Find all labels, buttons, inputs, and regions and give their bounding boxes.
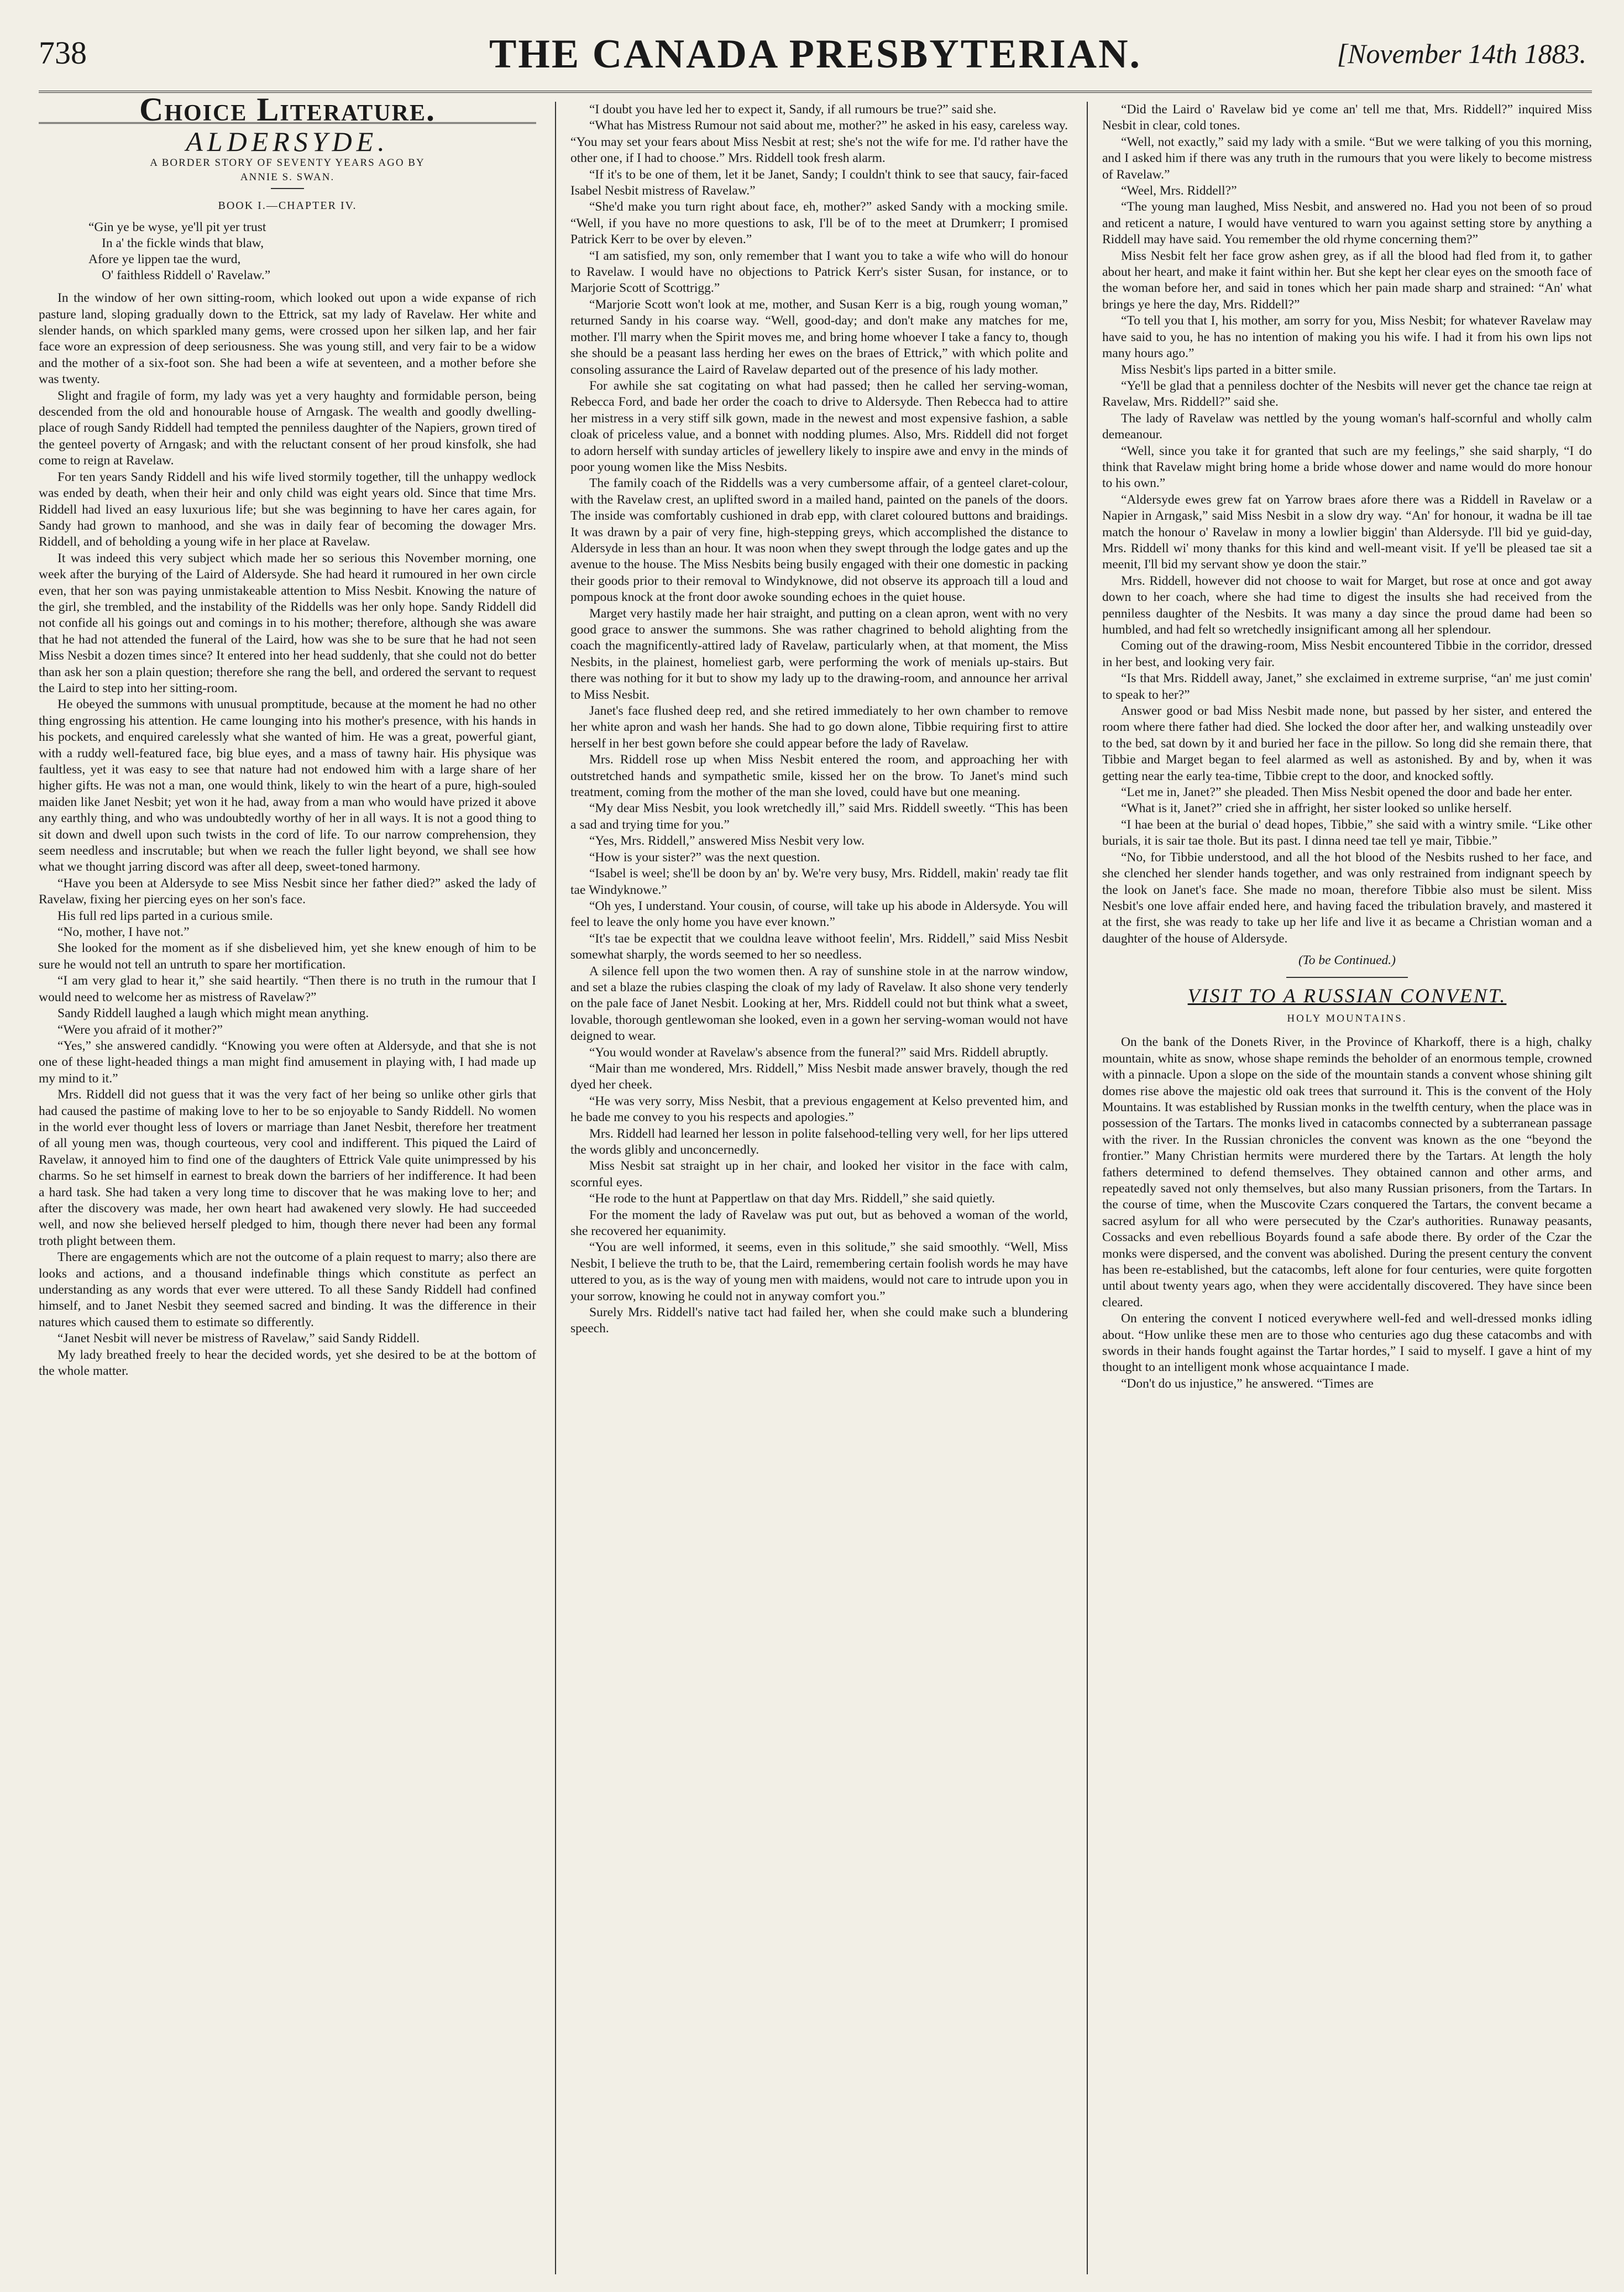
paragraph: “You are well informed, it seems, even in this solitude,” she said smoothly. “Well, Miss Nesbit, I believe the truth to be, that the Laird, remembering certain foolish words he may have uttered to you, as is the way of young men with maidens, would not care to intrude upon you in your sorrow, knowing he could not in anyway comfort you.”: [570, 1240, 1068, 1304]
paragraph: In the window of her own sitting-room, which looked out upon a wide expanse of rich pasture land, sloping gradually down to the Ettrick, sat my lady of Ravelaw. Her white and slender hands, on which sparkled many gems, were crossed upon her silken lap, and her fair face wore an expression of deep seriousness. She was young still, and very fair to be a widow and the mother of a six-foot son. She had been a wife at seventeen, and a mother before she was twenty.: [39, 291, 536, 387]
poem-line: In a' the fickle winds that blaw,: [102, 236, 264, 251]
paragraph: Coming out of the drawing-room, Miss Nesbit encountered Tibbie in the corridor, dressed in her best, and looking very fair.: [1102, 639, 1592, 669]
column-1-body: [39, 290, 536, 1379]
paragraph: “Don't do us injustice,” he answered. “Times are: [1121, 1376, 1374, 1391]
paragraph: “Yes, Mrs. Riddell,” answered Miss Nesbit very low.: [589, 834, 865, 849]
paragraph: “Have you been at Aldersyde to see Miss Nesbit since her father died?” asked the lady of Ravelaw, fixing her piercing eyes on her son's face.: [39, 876, 536, 907]
paragraph: The family coach of the Riddells was a very cumbersome affair, of a genteel claret-colour, with the Ravelaw crest, an uplifted sword in a mailed hand, painted on the panels of the doors. The inside was comfortably cushioned in drab epp, with claret coloured buttons and braidings. It was drawn by a pair of very fine, high-stepping greys, which accomplished the distance to Aldersyde in less than an hour. It was noon when they swept through the lodge gates and up the avenue to the house. The Miss Nesbits being busily engaged with their one domestic in packing their goods prior to their removal to Windyknowe, did not observe its approach till a loud and pompous knock at the front door awoke sounding echoes in the quiet house.: [570, 476, 1068, 605]
page-number: 738: [39, 35, 87, 71]
story-author: ANNIE S. SWAN.: [240, 171, 335, 183]
poem-line: “Gin ye be wyse, ye'll pit yer trust: [88, 220, 266, 235]
divider: [1286, 977, 1408, 978]
paragraph: Surely Mrs. Riddell's native tact had failed her, when she could make such a blundering speech.: [570, 1305, 1068, 1336]
story-subtitle: A BORDER STORY OF SEVENTY YEARS AGO BY: [150, 156, 425, 169]
paragraph: Sandy Riddell laughed a laugh which might mean anything.: [57, 1006, 369, 1021]
paragraph: “He rode to the hunt at Pappertlaw on that day Mrs. Riddell,” she said quietly.: [589, 1191, 995, 1206]
paragraph: “If it's to be one of them, let it be Janet, Sandy; I couldn't think to see that saucy, fair-faced Isabel Nesbit mistress of Ravelaw.”: [570, 167, 1068, 198]
story-title: ALDERSYDE.: [186, 126, 389, 158]
column-3-body: [1102, 102, 1592, 947]
divider: [271, 188, 304, 189]
paragraph: “To tell you that I, his mother, am sorry for you, Miss Nesbit; for whatever Ravelaw may have said to you, he has no intention of making you his wife. I had it from his own lips not many hours ago.”: [1102, 313, 1592, 361]
paragraph: “Ye'll be glad that a penniless dochter of the Nesbits will never get the chance tae reign at Ravelaw, Mrs. Riddell?” said she.: [1102, 378, 1592, 410]
masthead: [39, 31, 1592, 92]
paragraph: “Aldersyde ewes grew fat on Yarrow braes afore there was a Riddell in Ravelaw or a Napier in Arngask,” said Miss Nesbit in a slow dry way. “An' for honour, it wadna be ill tae match the honour o' Ravelaw in mony a lowlier biggin' than Aldersyde. I'll bid ye guid-day, Mrs. Riddell wi' mony thanks for this kind and well-meant visit. If ye'll be pleased tae sit a meenit, I'll bid my servant show ye doon the stair.”: [1102, 492, 1592, 572]
column-divider: [1087, 102, 1088, 2274]
paragraph: “What is it, Janet?” cried she in affright, her sister looked so unlike herself.: [1121, 801, 1512, 816]
issue-date: [November 14th 1883.: [1337, 38, 1586, 69]
publication-title: THE CANADA PRESBYTERIAN.: [489, 32, 1142, 77]
paragraph: “I am satisfied, my son, only remember that I want you to take a wife who will do honour to Ravelaw. I would have no objections to Patrick Kerr's sister Susan, for instance, or to Marjorie Scott of Scottrigg.”: [570, 248, 1068, 296]
paragraph: “What has Mistress Rumour not said about me, mother?” he asked in his easy, careless way. “You may set your fears about Miss Nesbit at rest; she's not the wife for me. I'd rather have the other one, if I had to choose.” Mrs. Riddell took fresh alarm.: [570, 118, 1068, 166]
paragraph: “The young man laughed, Miss Nesbit, and answered no. Had you not been of so proud and reticent a nature, I would have ventured to warn you against setting store by anything a Riddell may have said. You remember the old rhyme concerning them?”: [1102, 200, 1592, 247]
paragraph: Janet's face flushed deep red, and she retired immediately to her own chamber to remove her white apron and wash her hands. She had to go down alone, Tibbie requiring first to attire herself in her best gown before she could appear before the lady of Ravelaw.: [570, 704, 1068, 751]
section-title: Choice Literature.: [39, 102, 536, 124]
paragraph: Slight and fragile of form, my lady was yet a very haughty and formidable person, being descended from the old and honourable house of Arngask. The wealth and goodly dwelling-place of rough Sandy Riddell had tempted the penniless daughter of the Napiers, grown tired of the genteel poverty of Arngask; and with the reluctant consent of her proud kinsfolk, she had come to reign at Ravelaw.: [39, 388, 536, 468]
paragraph: “No, for Tibbie understood, and all the hot blood of the Nesbits rushed to her face, and she clenched her slender hands together, and was only restrained from indignant speech by the look on Janet's face. She made no moan, therefore Tibbie also must be silent. Miss Nesbit's one love affair ended here, and having faced the tribulation bravely, and mastered it at the first, she was ready to take up her life and live it as became a Christian woman and a daughter of the house of Aldersyde.: [1102, 850, 1592, 946]
column-divider: [555, 102, 556, 2274]
paragraph: “No, mother, I have not.”: [57, 925, 190, 940]
epigraph-poem: [88, 219, 536, 284]
paragraph: “Is that Mrs. Riddell away, Janet,” she exclaimed in extreme surprise, “an' me just comin' to speak to her?”: [1102, 671, 1592, 702]
column-2: [570, 102, 1068, 1337]
continued-note: (To be Continued.): [1298, 953, 1396, 968]
paragraph: My lady breathed freely to hear the decided words, yet she desired to be at the bottom of the whole matter.: [39, 1347, 536, 1379]
paragraph: “Were you afraid of it mother?”: [57, 1022, 223, 1037]
paragraph: “I am very glad to hear it,” she said heartily. “Then there is no truth in the rumour that I would need to welcome her as mistress of Ravelaw?”: [39, 974, 536, 1004]
paragraph: “Isabel is weel; she'll be doon by an' by. We're very busy, Mrs. Riddell, makin' ready tae flit tae Windyknowe.”: [570, 866, 1068, 897]
paragraph: On entering the convent I noticed everywhere well-fed and well-dressed monks idling about. “How unlike these men are to those who centuries ago dug these catacombs and with swords in their hands fought against the Tartar hordes,” I said to myself. I gave a hint of my thought to an intelligent monk whose acquaintance I made.: [1102, 1311, 1592, 1375]
newspaper-page: [39, 31, 1592, 2275]
paragraph: “You would wonder at Ravelaw's absence from the funeral?” said Mrs. Riddell abruptly.: [589, 1045, 1049, 1060]
paragraph: “Yes,” she answered candidly. “Knowing you were often at Aldersyde, and that she is not one of these light-headed things a man might find amusement in playing with, I had made up my mind to it.”: [39, 1038, 536, 1086]
paragraph: He obeyed the summons with unusual promptitude, because at the moment he had no other thing engrossing his attention. He came lounging into his mother's presence, with his hands in his pockets, and enquired carelessly what she wanted of him. He was a great, powerful giant, with a ruddy well-featured face, big blue eyes, and a mass of tawny hair. His physique was faultless, yet it was easy to see that nature had not endowed him with a large share of her higher gifts. He was not a man, one would think, likely to win the heart of a pure, high-souled maiden like Janet Nesbit; yet won it he had, away from a man who would have prized it above any earthly thing, and who was undoubtedly worthy of her in all ways. It is not a good thing to sit down and dwell upon such twists in the cord of life. To our narrow comprehension, they seem needless and inscrutable; but when we reach the fuller light beyond, we shall see how what we thought jarring discord was after all deep, sweet-toned harmony.: [39, 697, 536, 875]
paragraph: “She'd make you turn right about face, eh, mother?” asked Sandy with a mocking smile. “Well, if you have no more questions to ask, I'll be of to the meet at Drumkerr; I promised Patrick Kerr to be over by eleven.”: [570, 200, 1068, 247]
paragraph: A silence fell upon the two women then. A ray of sunshine stole in at the narrow window, and set a blaze the rubies clasping the cloak of my lady of Ravelaw. It also shone very tenderly on the pale face of Janet Nesbit. Looking at her, Mrs. Riddell could not but think what a sweet, lovable, thorough gentlewoman she looked, even in a gown her serving-woman would not have deigned to wear.: [570, 964, 1068, 1044]
paragraph: “He was very sorry, Miss Nesbit, that a previous engagement at Kelso prevented him, and he bade me convey to you his respects and apologies.”: [570, 1093, 1068, 1125]
paragraph: Miss Nesbit's lips parted in a bitter smile.: [1121, 362, 1337, 377]
paragraph: There are engagements which are not the outcome of a plain request to marry; also there are looks and actions, and a thousand indefinable things which constitute as perfect an understanding as any words that ever were uttered. To all these Sandy Riddell had confined himself, and to Janet Nesbit they seemed sacred and binding. It was the difference in their natures which caused them to estimate so differently.: [39, 1250, 536, 1330]
paragraph: It was indeed this very subject which made her so serious this November morning, one week after the burying of the Laird of Aldersyde. She had heard it rumoured in her own circle even, that her son was paying unmistakeable attention to Miss Nesbit. Knowing the nature of the girl, she trembled, and the instability of the Riddells was her only hope. Sandy Riddell did not confide all his goings out and comings in to his mother; therefore, although she was aware that he had not attended the funeral of the Laird, how was she to be sure that he had not seen Miss Nesbit a dozen times since? It entered into her head suddenly, that she could not do better than ask her son a plain question; therefore she rang the bell, and ordered the servant to request the Laird to step into her sitting-room.: [39, 551, 536, 695]
article-subtitle: HOLY MOUNTAINS.: [1287, 1012, 1407, 1024]
column-1: [39, 91, 536, 1379]
paragraph: “Well, since you take it for granted that such are my feelings,” she said sharply, “I do think that Ravelaw might bring home a bride whose dower and name would do more honour to his own.”: [1102, 443, 1592, 491]
paragraph: “My dear Miss Nesbit, you look wretchedly ill,” said Mrs. Riddell sweetly. “This has been a sad and trying time for you.”: [570, 801, 1068, 832]
paragraph: For awhile she sat cogitating on what had passed; then he called her serving-woman, Rebecca Ford, and bade her order the coach to drive to Aldersyde. Then Rebecca had to attire her mistress in a very stiff silk gown, made in the newest and most expensive fashion, a sable cloak of priceless value, and a bonnet with nodding plumes. Also, Mrs. Riddell did not forget to adorn herself with sunday articles of jewellery likely to inspire awe and envy in the minds of poor young women like the Miss Nesbits.: [570, 378, 1068, 474]
paragraph: Answer good or bad Miss Nesbit made none, but passed by her sister, and entered the room where there father had died. She locked the door after her, and walking unsteadily over to the bed, sat down by it and buried her face in the pillow. So long did she remain there, that Tibbie and Marget began to feel alarmed as well as astonished. By and by, when it was getting near the early tea-time, Tibbie crept to the door, and knocked softly.: [1102, 704, 1592, 783]
paragraph: Mrs. Riddell, however did not choose to wait for Marget, but rose at once and got away down to her coach, where she had time to digest the insults she had received from the penniless daughter of the Nesbits. It was many a day since the proud dame had been so humbled, and had felt so wretchedly insignificant among all her splendour.: [1102, 573, 1592, 637]
article-title: VISIT TO A RUSSIAN CONVENT.: [1187, 984, 1507, 1007]
poem-line: Afore ye lippen tae the wurd,: [88, 252, 241, 267]
paragraph: “I doubt you have led her to expect it, Sandy, if all rumours be true?” said she.: [589, 102, 997, 117]
poem-line: O' faithless Riddell o' Ravelaw.”: [102, 268, 271, 283]
paragraph: “Mair than me wondered, Mrs. Riddell,” Miss Nesbit made answer bravely, though the red dyed her cheek.: [570, 1061, 1068, 1092]
paragraph: “It's tae be expectit that we couldna leave withoot feelin', Mrs. Riddell,” said Miss Nesbit somewhat sharply, the words seemed to her so needless.: [570, 931, 1068, 962]
paragraph: “Weel, Mrs. Riddell?”: [1121, 184, 1237, 198]
article-body: [1102, 1034, 1592, 1392]
paragraph: “How is your sister?” was the next question.: [589, 850, 820, 865]
paragraph: “Well, not exactly,” said my lady with a smile. “But we were talking of you this morning, and I asked him if there was any truth in the rumours that you were likely to become mistress of Ravelaw.”: [1102, 134, 1592, 182]
paragraph: Mrs. Riddell did not guess that it was the very fact of her being so unlike other girls that had caused the pastime of making love to her to be so enjoyable to Sandy Riddell. No women in the world ever thought less of lovers or marriage than Janet Nesbit, therefore her treatment of all young men was, though courteous, very cool and indifferent. This piqued the Laird of Ravelaw, it annoyed him to find one of the daughters of Ettrick Vale quite unimpressed by his charms. So he set himself in earnest to break down the barriers of her indifference. It had been a hard task. She had taken a very long time to discover that he was making love to her; and after the discovery was made, her own heart had awakened very slowly. He had succeeded well, and now she believed herself pledged to him, though there never had been any formal troth plight between them.: [39, 1087, 536, 1248]
column-2-body: [570, 102, 1068, 1337]
paragraph: “I hae been at the burial o' dead hopes, Tibbie,” she said with a wintry smile. “Like other burials, it is sair tae thole. But its past. I dinna need tae tell ye mair, Tibbie.”: [1102, 817, 1592, 849]
column-3: [1102, 102, 1592, 1392]
paragraph: On the bank of the Donets River, in the Province of Kharkoff, there is a high, chalky mountain, white as snow, whose shape reminds the beholder of an enormous temple, crowned with a pinnacle. Upon a slope on the side of the mountain stands a convent whose shining gilt domes rise above the majestic old oak trees that surround it. This is the convent of the Holy Mountains. It was established by Russian monks in the twelfth century, when the place was in possession of the Tartars. The monks lived in catacombs connected by a subterranean passage with the river. In the Russian chronicles the convent was known as the one “beyond the frontier.” Many Christian hermits were murdered there by the Tartars. At length the holy fathers determined to defend themselves. They obtained cannon and other arms, and repeatedly saved not only themselves, but also many Russian prisoners, from the Tartars. In the course of time, when the Muscovite Czars conquered the Tartars, the convent became a sacred asylum for all who were persecuted by the Czar's authorities. Runaway peasants, Cossacks and even rebellious Boyards found a safe abode there. By order of the Czar the monks were dispersed, and the convent was abolished. During the present century the convent has been re-established, but the catacombs, left alone for four centuries, were quite forgotten until about twenty years ago, when they were accidentally discovered. They have since been cleared.: [1102, 1035, 1592, 1310]
paragraph: For the moment the lady of Ravelaw was put out, but as behoved a woman of the world, she recovered her equanimity.: [570, 1207, 1068, 1239]
paragraph: His full red lips parted in a curious smile.: [57, 908, 273, 923]
paragraph: She looked for the moment as if she disbelieved him, yet she knew enough of him to be sure he would not tell an untruth to spare her mortification.: [39, 941, 536, 972]
chapter-heading: BOOK I.—CHAPTER IV.: [218, 199, 357, 212]
paragraph: The lady of Ravelaw was nettled by the young woman's half-scornful and wholly calm demeanour.: [1102, 411, 1592, 442]
paragraph: For ten years Sandy Riddell and his wife lived stormily together, till the unhappy wedlock was ended by death, when their heir and only child was eight years old. Since that time Mrs. Riddell had lived an easy luxurious life; but she was beginning to have her cares again, for Sandy had grown to manhood, and she was in daily fear of becoming the dowager Mrs. Riddell, and of beholding a young wife in her place at Ravelaw.: [39, 469, 536, 550]
paragraph: “Let me in, Janet?” she pleaded. Then Miss Nesbit opened the door and bade her enter.: [1121, 785, 1573, 800]
paragraph: “Oh yes, I understand. Your cousin, of course, will take up his abode in Aldersyde. You will feel to leave the only home you have ever known.”: [570, 898, 1068, 930]
paragraph: “Did the Laird o' Ravelaw bid ye come an' tell me that, Mrs. Riddell?” inquired Miss Nesbit in clear, cold tones.: [1102, 102, 1592, 133]
paragraph: Mrs. Riddell rose up when Miss Nesbit entered the room, and approaching her with outstretched hands and sympathetic smile, kissed her on the brow. To Janet's mind such treatment, coming from the mother of the man she loved, could have but one meaning.: [570, 752, 1068, 800]
paragraph: Miss Nesbit felt her face grow ashen grey, as if all the blood had fled from it, to gather about her heart, and make it faint within her. But she kept her clear eyes on the smooth face of the woman before her, and said in tones which her pain made sharp and strained: “An' what brings ye here the day, Mrs. Riddell?”: [1102, 248, 1592, 312]
paragraph: Miss Nesbit sat straight up in her chair, and looked her visitor in the face with calm, scornful eyes.: [570, 1159, 1068, 1190]
paragraph: “Marjorie Scott won't look at me, mother, and Susan Kerr is a big, rough young woman,” returned Sandy in his coarse way. “Well, good-day; and don't make any matches for me, mother. I'll marry when the Spirit moves me, and bring home whoever I take a fancy to, though she should be a peasant lass herding her ewes on the braes of Ettrick,” with which polite and consoling assurance the Laird of Ravelaw departed out of the presence of his lady mother.: [570, 297, 1068, 377]
paragraph: Marget very hastily made her hair straight, and putting on a clean apron, went with no very good grace to answer the summons. She was rather chagrined to behold alighting from the coach the magnificently-attired lady of Ravelaw, particularly when, at that moment, the Miss Nesbits, in the plainest, homeliest garb, were performing the work of menials up-stairs. But there was nothing for it but to show my lady up to the drawing-room, and announce her arrival to Miss Nesbit.: [570, 606, 1068, 702]
paragraph: Mrs. Riddell had learned her lesson in polite falsehood-telling very well, for her lips uttered the words glibly and unconcernedly.: [570, 1126, 1068, 1157]
paragraph: “Janet Nesbit will never be mistress of Ravelaw,” said Sandy Riddell.: [57, 1331, 420, 1346]
